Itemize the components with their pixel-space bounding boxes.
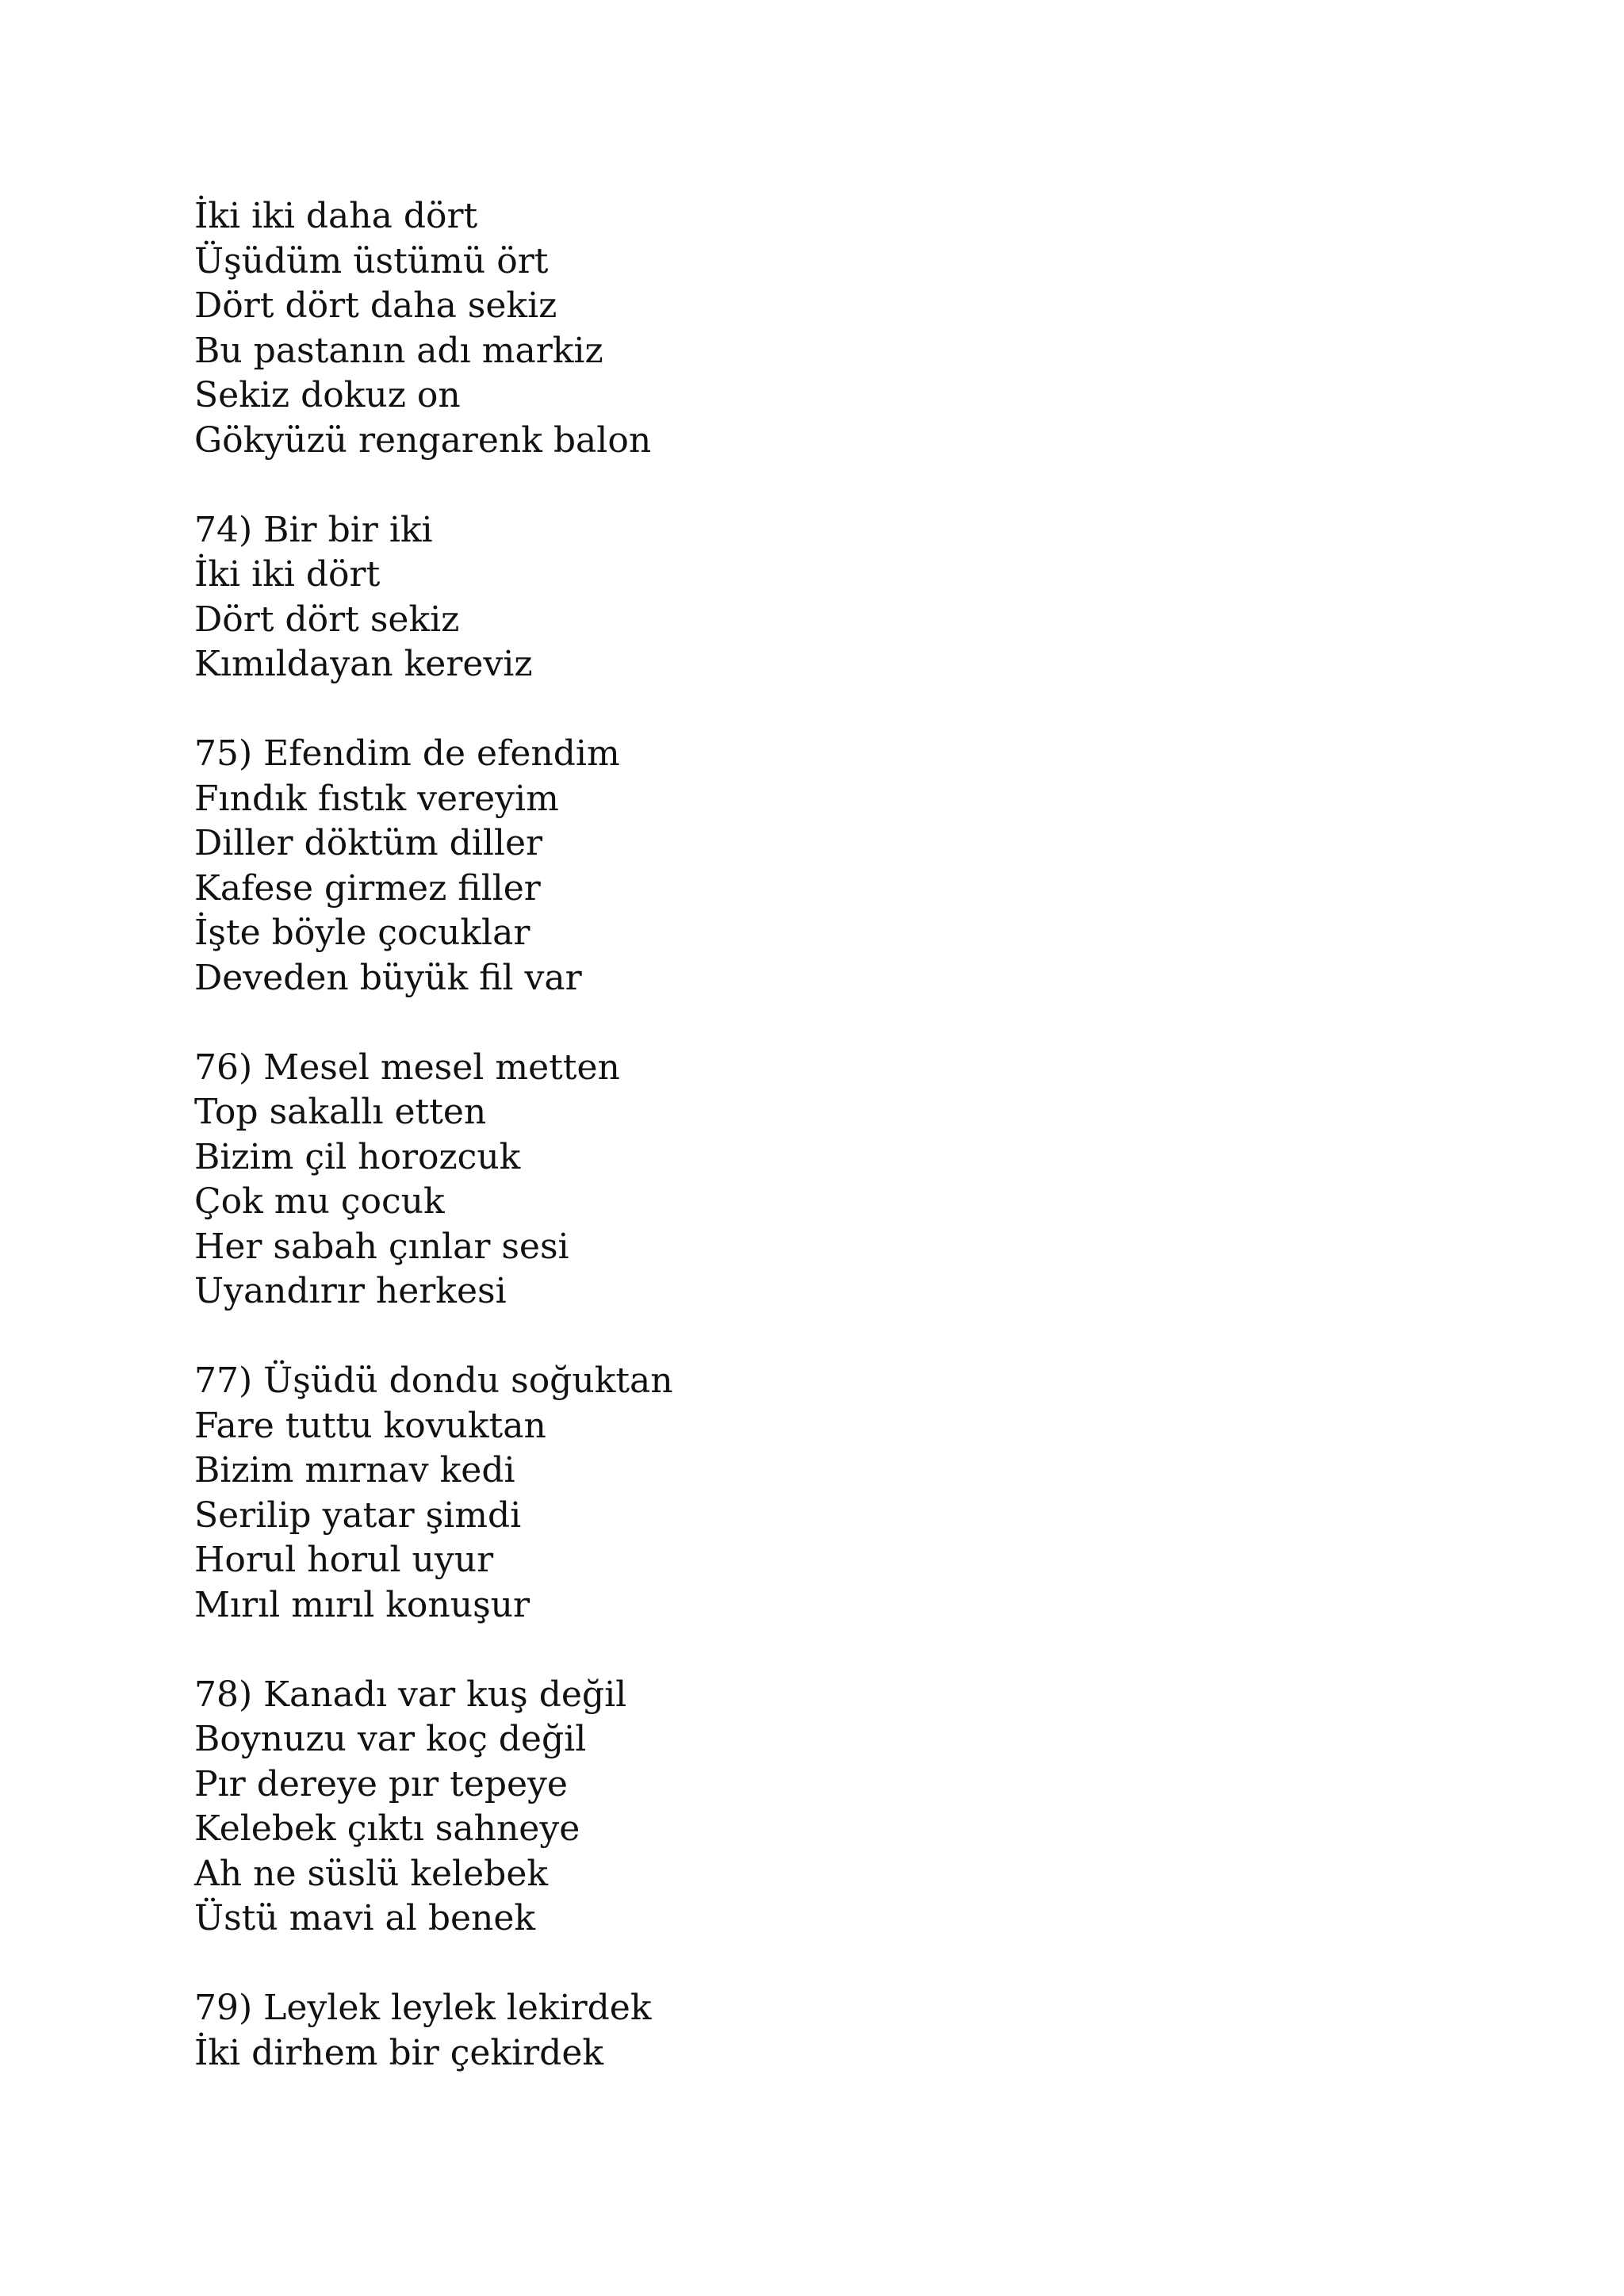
poem-line: Bizim çil horozcuk xyxy=(194,1136,521,1177)
poem-line: Serilip yatar şimdi xyxy=(194,1494,522,1536)
poem-line: Deveden büyük fil var xyxy=(194,957,582,998)
poem-line: Gökyüzü rengarenk balon xyxy=(194,419,652,461)
poem-line: Boynuzu var koç değil xyxy=(194,1719,587,1759)
poem-line: Her sabah çınlar sesi xyxy=(194,1226,569,1267)
poem-line: Bizim mırnav kedi xyxy=(194,1450,515,1490)
poem-line: Sekiz dokuz on xyxy=(194,375,461,415)
poem-line: Çok mu çocuk xyxy=(194,1181,445,1222)
poem-line: Dört dört sekiz xyxy=(194,599,460,640)
poem-line: Fare tuttu kovuktan xyxy=(194,1405,546,1446)
stanza-74 xyxy=(194,508,1384,687)
stanza-78 xyxy=(194,1673,1384,1942)
poem-line: Kafese girmez filler xyxy=(194,867,541,909)
poem-line: İki iki dört xyxy=(194,554,381,595)
poem-line: Üşüdüm üstümü ört xyxy=(194,240,549,281)
poem-line: Horul horul uyur xyxy=(194,1540,494,1580)
poem-line: Bu pastanın adı markiz xyxy=(194,330,603,371)
stanza-79 xyxy=(194,1986,1384,2076)
poem-line: Top sakallı etten xyxy=(194,1092,487,1132)
poem-text xyxy=(194,194,1384,2121)
poem-line: İki dirhem bir çekirdek xyxy=(194,2032,604,2073)
poem-line: 74) Bir bir iki xyxy=(194,509,433,550)
poem-line: Diller döktüm diller xyxy=(194,823,543,863)
stanza-75 xyxy=(194,732,1384,1001)
poem-line: 78) Kanadı var kuş değil xyxy=(194,1674,627,1715)
stanza-76 xyxy=(194,1046,1384,1314)
poem-line: Dört dört daha sekiz xyxy=(194,285,557,326)
poem-line: Kelebek çıktı sahneye xyxy=(194,1808,580,1849)
poem-line: Ah ne süslü kelebek xyxy=(194,1853,549,1894)
poem-line: Pır dereye pır tepeye xyxy=(194,1763,568,1804)
poem-line: 75) Efendim de efendim xyxy=(194,733,620,774)
poem-line: İki iki daha dört xyxy=(194,196,478,236)
poem-line: Mırıl mırıl konuşur xyxy=(194,1584,530,1625)
poem-line: İşte böyle çocuklar xyxy=(194,913,530,953)
poem-line: 79) Leylek leylek lekirdek xyxy=(194,1988,652,2028)
poem-line: 76) Mesel mesel metten xyxy=(194,1047,620,1088)
poem-line: Uyandırır herkesi xyxy=(194,1271,507,1311)
poem-line: Fındık fıstık vereyim xyxy=(194,778,559,819)
stanza xyxy=(194,194,1384,463)
poem-line: 77) Üşüdü dondu soğuktan xyxy=(194,1360,673,1401)
poem-line: Kımıldayan kereviz xyxy=(194,644,533,684)
poem-line: Üstü mavi al benek xyxy=(194,1898,536,1938)
stanza-77 xyxy=(194,1359,1384,1628)
